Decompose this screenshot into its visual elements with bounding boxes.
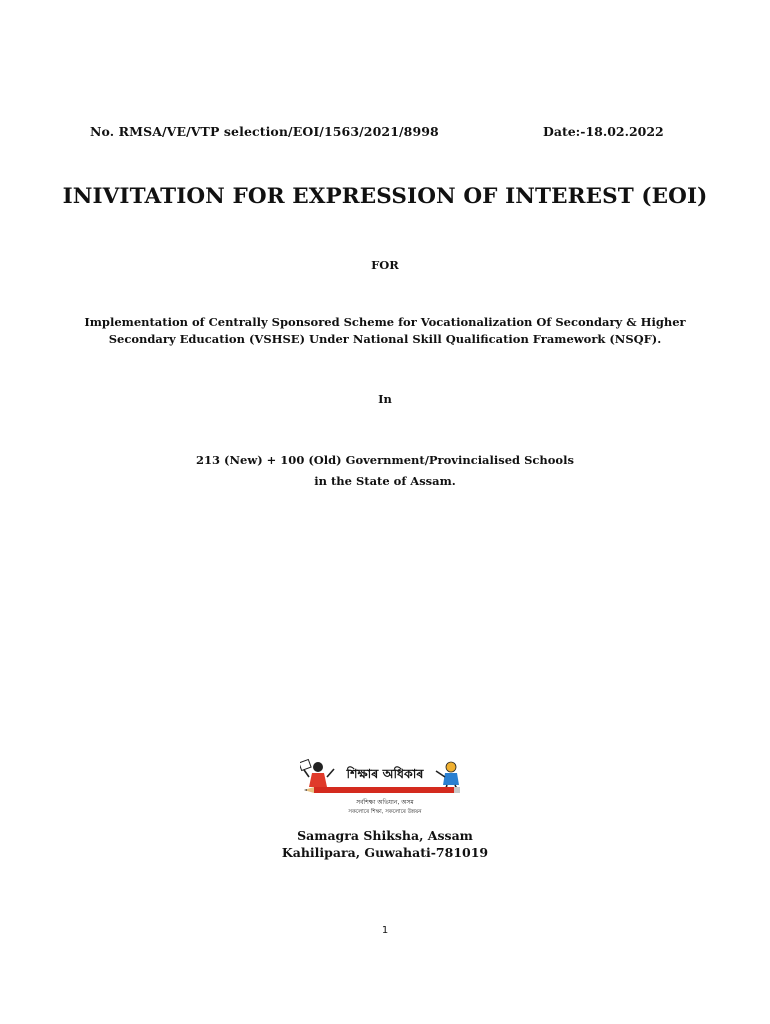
girl-figure-icon bbox=[300, 760, 334, 787]
office-line-1: Samagra Shiksha, Assam bbox=[297, 828, 473, 843]
document-title: INIVITATION FOR EXPRESSION OF INTEREST (EOI) bbox=[62, 184, 708, 209]
document-date: Date:-18.02.2022 bbox=[543, 124, 664, 139]
office-address bbox=[60, 827, 710, 861]
implementation-line-2: Secondary Education (VSHSE) Under National Skill Qualification Framework (NSQF). bbox=[108, 332, 662, 346]
office-line-2: Kahilipara, Guwahati-781019 bbox=[281, 845, 489, 860]
pencil-icon bbox=[304, 787, 460, 793]
schools-line-1: 213 (New) + 100 (Old) Government/Provincialised Schools bbox=[196, 453, 574, 467]
logo-sub-text-1: সৰ্বশিক্ষা অভিযান, অসম bbox=[356, 799, 414, 806]
schools-text bbox=[60, 450, 710, 492]
page-number: 1 bbox=[381, 925, 389, 936]
boy-figure-icon bbox=[436, 762, 459, 791]
implementation-line-1: Implementation of Centrally Sponsored Scheme for Vocationalization Of Secondary & Higher bbox=[84, 315, 686, 329]
shikshar-adhikar-logo bbox=[300, 755, 470, 817]
reference-number: No. RMSA/VE/VTP selection/EOI/1563/2021/8998 bbox=[90, 124, 439, 139]
logo-main-text: শিক্ষাৰ অধিকাৰ bbox=[346, 766, 424, 781]
for-label: FOR bbox=[371, 258, 399, 272]
schools-line-2: in the State of Assam. bbox=[314, 474, 456, 488]
in-label: In bbox=[378, 392, 392, 406]
implementation-text bbox=[60, 314, 710, 348]
logo-sub-text-2: সকলোৰে শিক্ষা, সকলোৰে উন্নয়ন bbox=[348, 809, 422, 815]
